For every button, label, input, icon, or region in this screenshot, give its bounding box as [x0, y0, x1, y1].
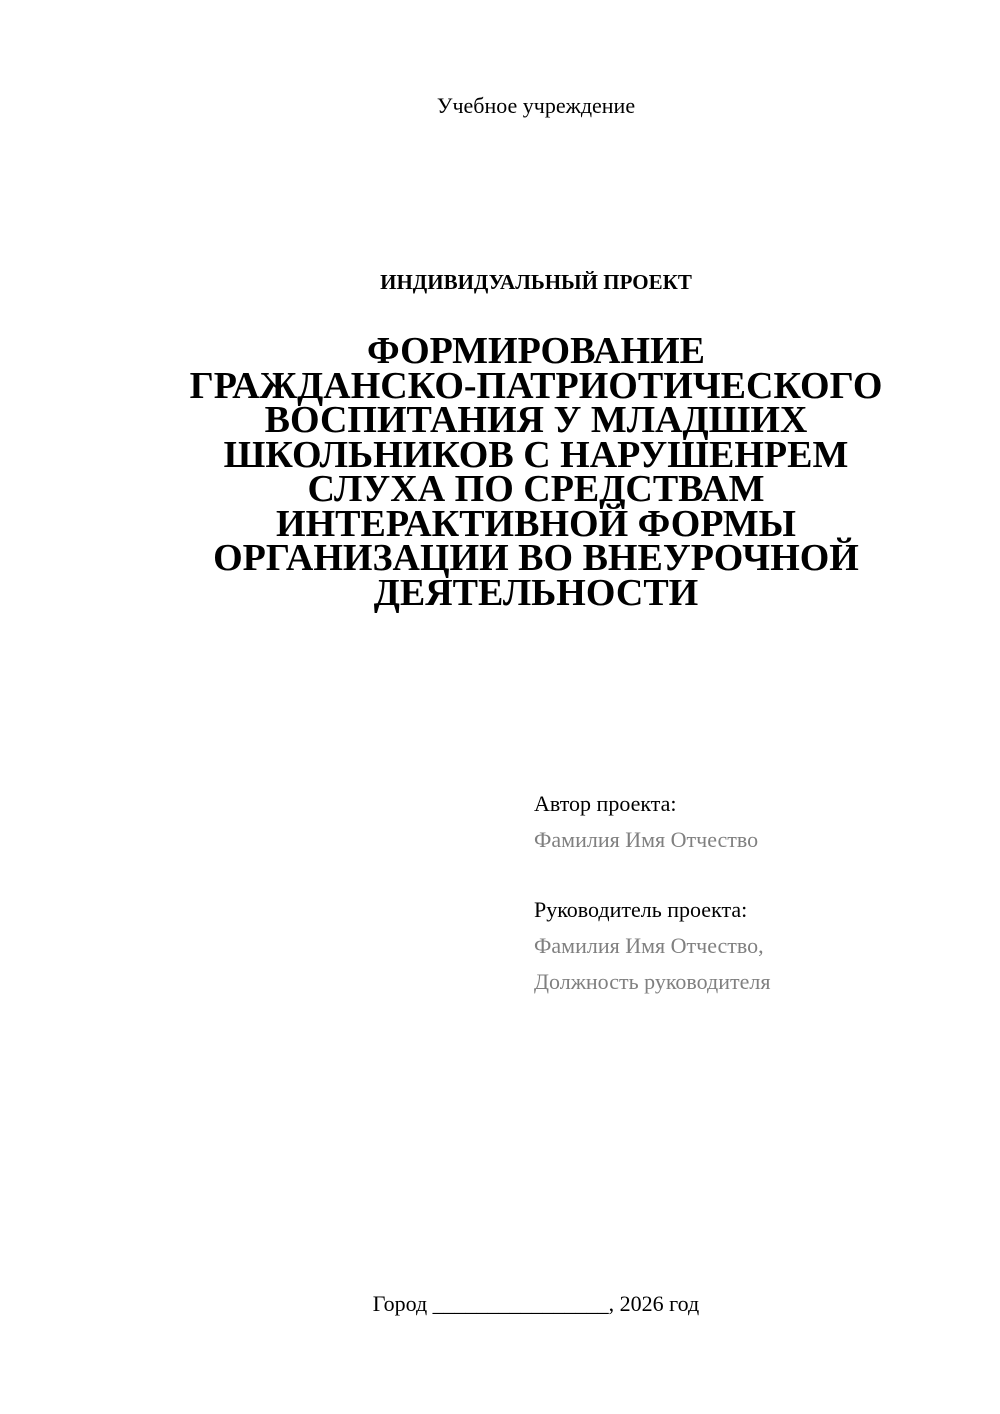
author-block: [534, 786, 954, 858]
project-title-line: ФОРМИРОВАНИЕ: [367, 330, 705, 372]
project-title: [120, 330, 952, 614]
project-title-line: ГРАЖДАНСКО-ПАТРИОТИЧЕСКОГО: [189, 364, 883, 407]
project-title-line: ВОСПИТАНИЯ У МЛАДШИХ: [264, 399, 808, 441]
author-label: Автор проекта:: [534, 791, 677, 816]
supervisor-name: Фамилия Имя Отчество,: [534, 933, 764, 958]
author-name: Фамилия Имя Отчество: [534, 827, 759, 852]
project-title-line: СЛУХА ПО СРЕДСТВАМ: [307, 468, 765, 510]
project-title-line: ОРГАНИЗАЦИИ ВО ВНЕУРОЧНОЙ: [213, 537, 859, 579]
project-title-line: ДЕЯТЕЛЬНОСТИ: [373, 571, 699, 614]
supervisor-block: [534, 892, 954, 1000]
supervisor-label: Руководитель проекта:: [534, 897, 748, 922]
project-title-line: ИНТЕРАКТИВНОЙ ФОРМЫ: [276, 502, 796, 545]
supervisor-position: Должность руководителя: [534, 969, 771, 994]
project-type-heading: ИНДИВИДУАЛЬНЫЙ ПРОЕКТ: [380, 270, 692, 294]
project-title-line: ШКОЛЬНИКОВ С НАРУШЕНРЕМ: [223, 433, 849, 476]
city-year-line: Город ________________, 2026 год: [372, 1291, 700, 1316]
institution-name: Учебное учреждение: [436, 93, 636, 118]
